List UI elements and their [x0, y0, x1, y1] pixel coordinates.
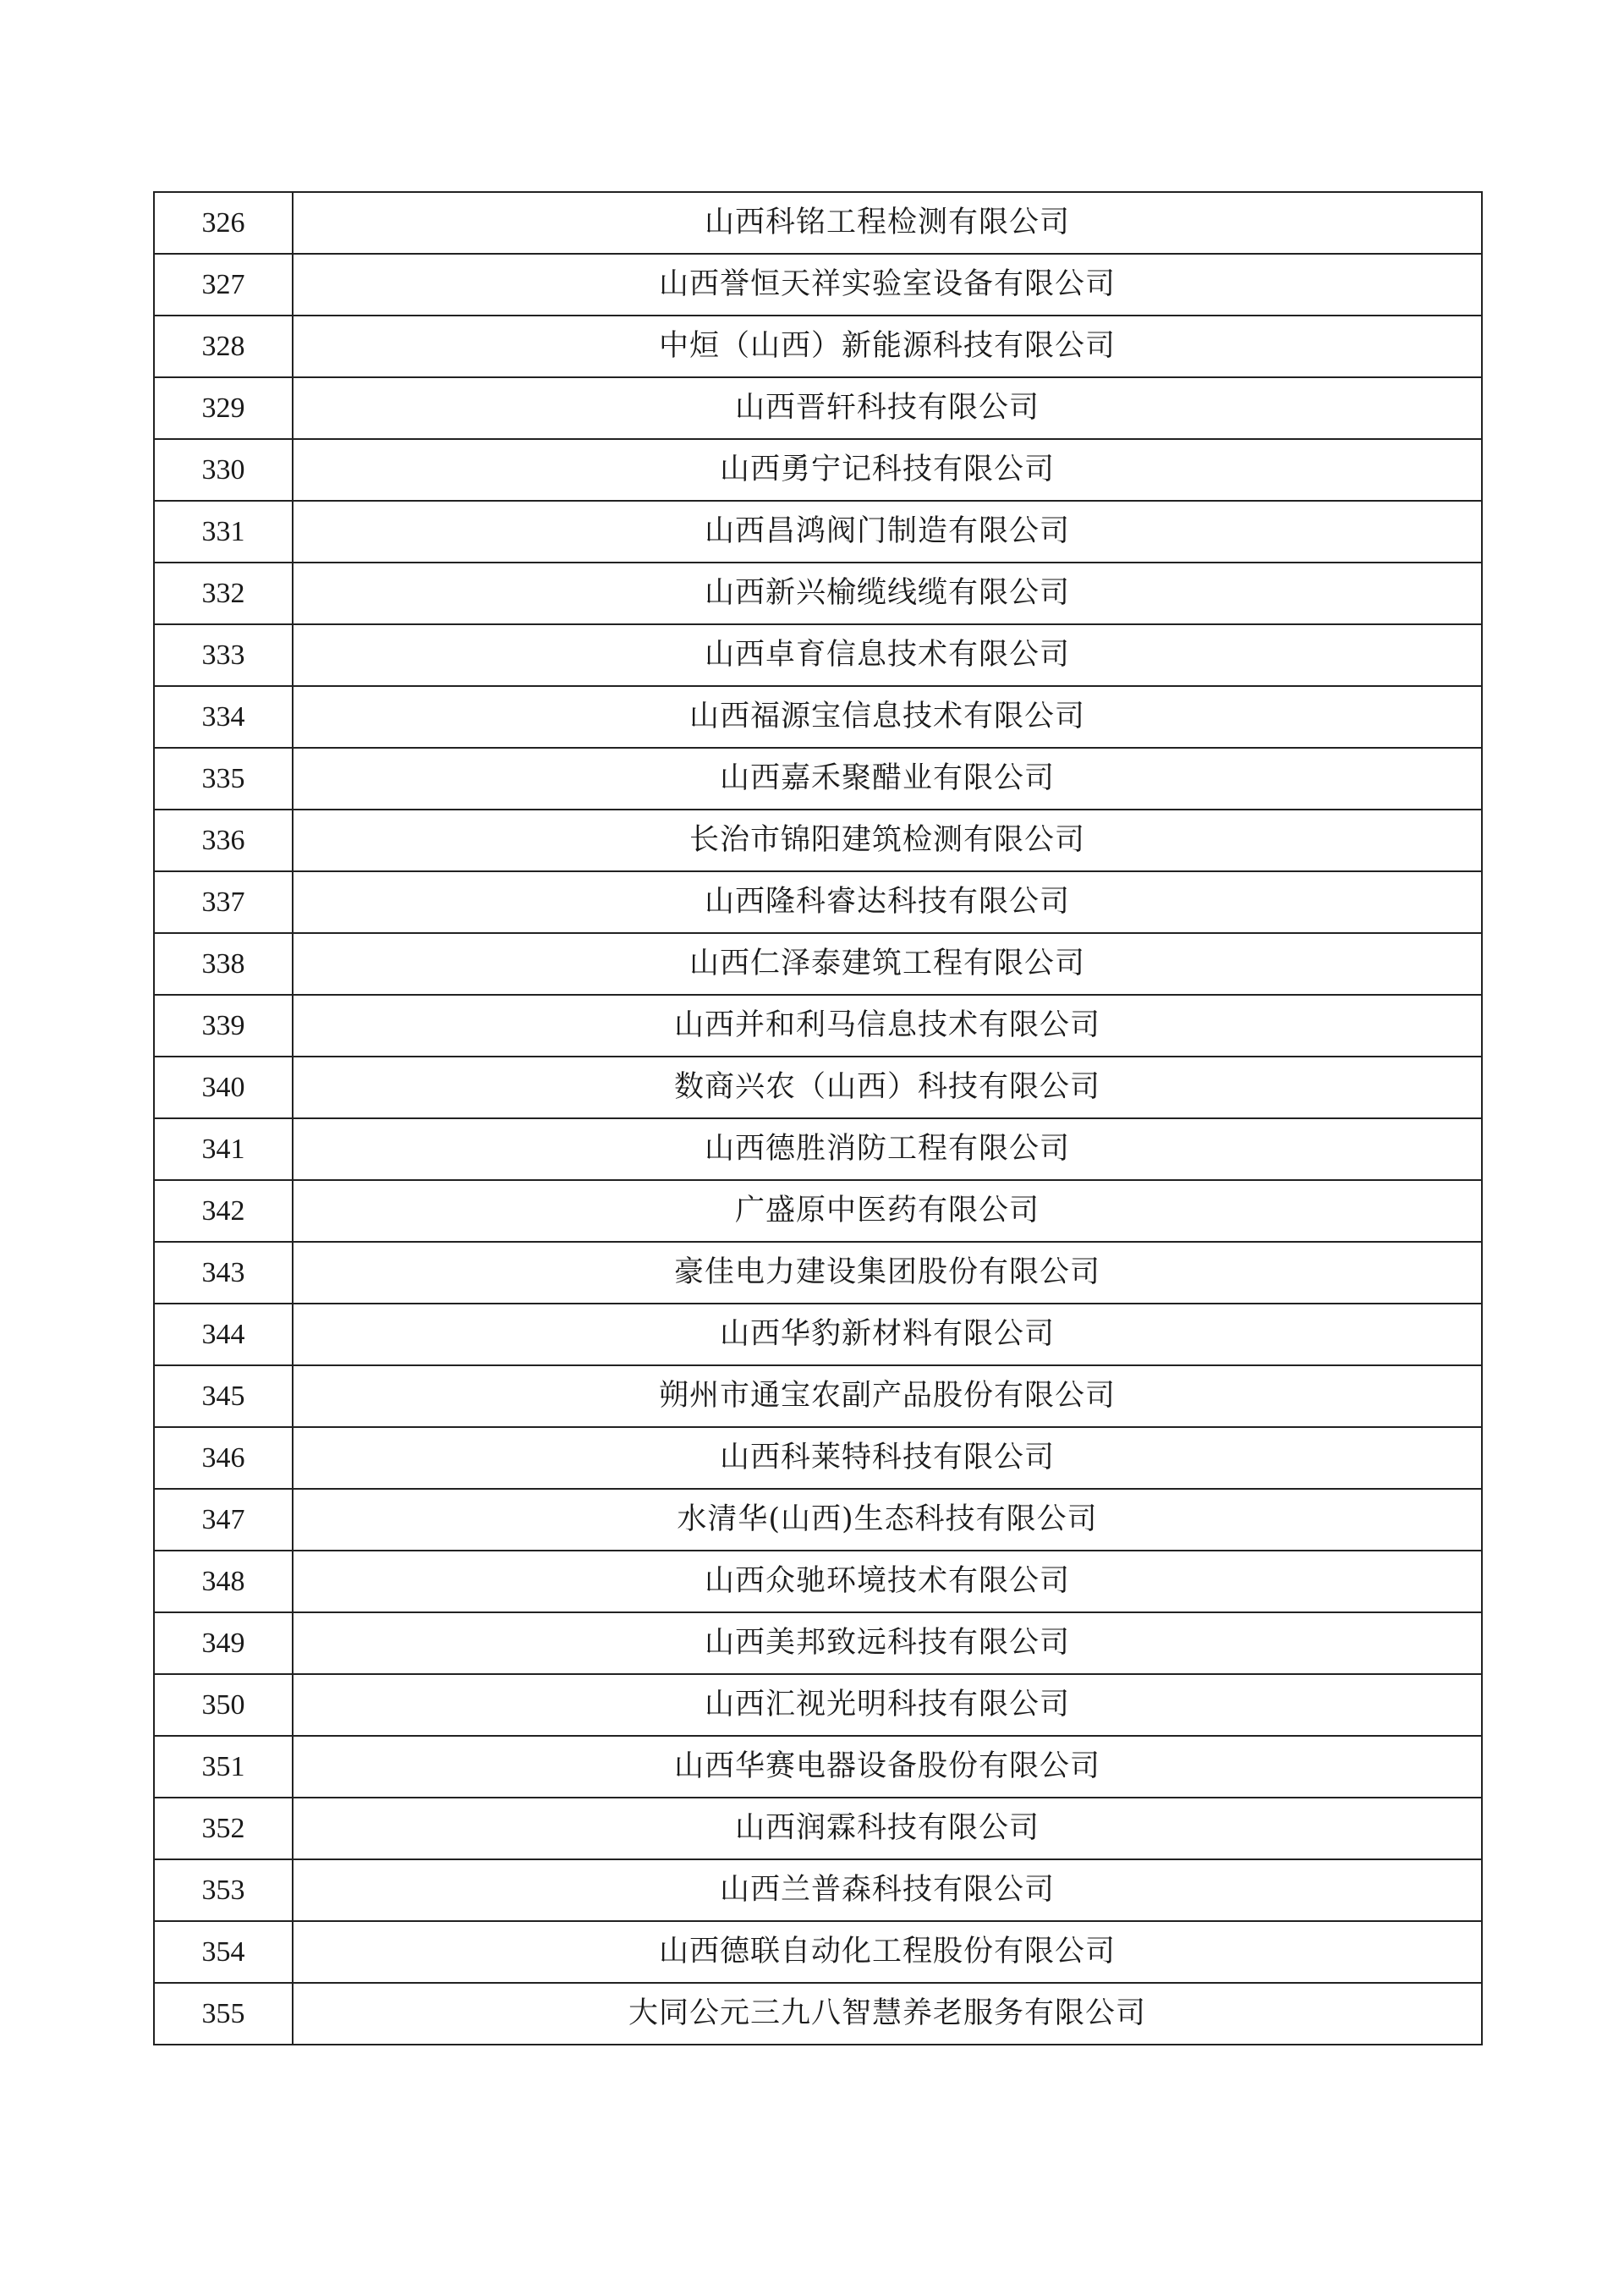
- row-number: 340: [154, 1057, 293, 1118]
- company-name: 山西新兴榆缆线缆有限公司: [293, 563, 1482, 624]
- table-row: [154, 563, 1482, 624]
- table-row: [154, 1118, 1482, 1180]
- table-row: [154, 810, 1482, 871]
- table-row: [154, 1057, 1482, 1118]
- company-name: 山西众驰环境技术有限公司: [293, 1551, 1482, 1612]
- table-row: [154, 1427, 1482, 1489]
- row-number: 333: [154, 624, 293, 686]
- row-number: 353: [154, 1859, 293, 1921]
- row-number: 335: [154, 748, 293, 810]
- row-number: 346: [154, 1427, 293, 1489]
- row-number: 328: [154, 316, 293, 377]
- row-number: 337: [154, 871, 293, 933]
- row-number: 339: [154, 995, 293, 1057]
- table-row: [154, 1304, 1482, 1365]
- row-number: 329: [154, 377, 293, 439]
- table-row: [154, 439, 1482, 501]
- company-name: 山西兰普森科技有限公司: [293, 1859, 1482, 1921]
- table-row: [154, 192, 1482, 254]
- table-row: [154, 1242, 1482, 1304]
- company-name: 山西并和利马信息技术有限公司: [293, 995, 1482, 1057]
- row-number: 355: [154, 1983, 293, 2045]
- company-name: 山西华豹新材料有限公司: [293, 1304, 1482, 1365]
- table-row: [154, 748, 1482, 810]
- company-name: 水清华(山西)生态科技有限公司: [293, 1489, 1482, 1551]
- company-name: 山西汇视光明科技有限公司: [293, 1674, 1482, 1736]
- row-number: 343: [154, 1242, 293, 1304]
- company-name: 山西仁泽泰建筑工程有限公司: [293, 933, 1482, 995]
- company-name: 大同公元三九八智慧养老服务有限公司: [293, 1983, 1482, 2045]
- table-row: [154, 254, 1482, 316]
- company-name: 山西昌鸿阀门制造有限公司: [293, 501, 1482, 563]
- company-name: 朔州市通宝农副产品股份有限公司: [293, 1365, 1482, 1427]
- table-row: [154, 871, 1482, 933]
- row-number: 349: [154, 1612, 293, 1674]
- table-row: [154, 1983, 1482, 2045]
- company-name: 豪佳电力建设集团股份有限公司: [293, 1242, 1482, 1304]
- table-row: [154, 1736, 1482, 1798]
- row-number: 345: [154, 1365, 293, 1427]
- company-name: 山西科莱特科技有限公司: [293, 1427, 1482, 1489]
- company-name: 山西德联自动化工程股份有限公司: [293, 1921, 1482, 1983]
- row-number: 327: [154, 254, 293, 316]
- row-number: 330: [154, 439, 293, 501]
- company-name: 山西华赛电器设备股份有限公司: [293, 1736, 1482, 1798]
- row-number: 334: [154, 686, 293, 748]
- company-name: 数商兴农（山西）科技有限公司: [293, 1057, 1482, 1118]
- row-number: 344: [154, 1304, 293, 1365]
- company-name: 山西嘉禾聚醋业有限公司: [293, 748, 1482, 810]
- company-name: 山西福源宝信息技术有限公司: [293, 686, 1482, 748]
- table-row: [154, 1365, 1482, 1427]
- company-name: 山西誉恒天祥实验室设备有限公司: [293, 254, 1482, 316]
- row-number: 341: [154, 1118, 293, 1180]
- company-name: 山西美邦致远科技有限公司: [293, 1612, 1482, 1674]
- table-row: [154, 933, 1482, 995]
- table-row: [154, 995, 1482, 1057]
- row-number: 354: [154, 1921, 293, 1983]
- table-row: [154, 1674, 1482, 1736]
- table-row: [154, 316, 1482, 377]
- company-list-table: [153, 191, 1483, 2045]
- row-number: 338: [154, 933, 293, 995]
- row-number: 336: [154, 810, 293, 871]
- company-name: 广盛原中医药有限公司: [293, 1180, 1482, 1242]
- table-row: [154, 1798, 1482, 1859]
- table-row: [154, 1921, 1482, 1983]
- row-number: 352: [154, 1798, 293, 1859]
- company-name: 山西晋轩科技有限公司: [293, 377, 1482, 439]
- row-number: 348: [154, 1551, 293, 1612]
- company-name: 山西润霖科技有限公司: [293, 1798, 1482, 1859]
- company-name: 中烜（山西）新能源科技有限公司: [293, 316, 1482, 377]
- table-row: [154, 1180, 1482, 1242]
- company-name: 山西科铭工程检测有限公司: [293, 192, 1482, 254]
- company-name: 长治市锦阳建筑检测有限公司: [293, 810, 1482, 871]
- table-row: [154, 686, 1482, 748]
- table-row: [154, 1489, 1482, 1551]
- row-number: 342: [154, 1180, 293, 1242]
- table-row: [154, 1859, 1482, 1921]
- row-number: 331: [154, 501, 293, 563]
- company-name: 山西卓育信息技术有限公司: [293, 624, 1482, 686]
- row-number: 332: [154, 563, 293, 624]
- table-row: [154, 501, 1482, 563]
- table-row: [154, 1612, 1482, 1674]
- company-list-body: [154, 192, 1482, 2045]
- row-number: 347: [154, 1489, 293, 1551]
- company-name: 山西德胜消防工程有限公司: [293, 1118, 1482, 1180]
- row-number: 326: [154, 192, 293, 254]
- table-row: [154, 1551, 1482, 1612]
- company-name: 山西隆科睿达科技有限公司: [293, 871, 1482, 933]
- row-number: 350: [154, 1674, 293, 1736]
- company-name: 山西勇宁记科技有限公司: [293, 439, 1482, 501]
- table-row: [154, 624, 1482, 686]
- table-row: [154, 377, 1482, 439]
- row-number: 351: [154, 1736, 293, 1798]
